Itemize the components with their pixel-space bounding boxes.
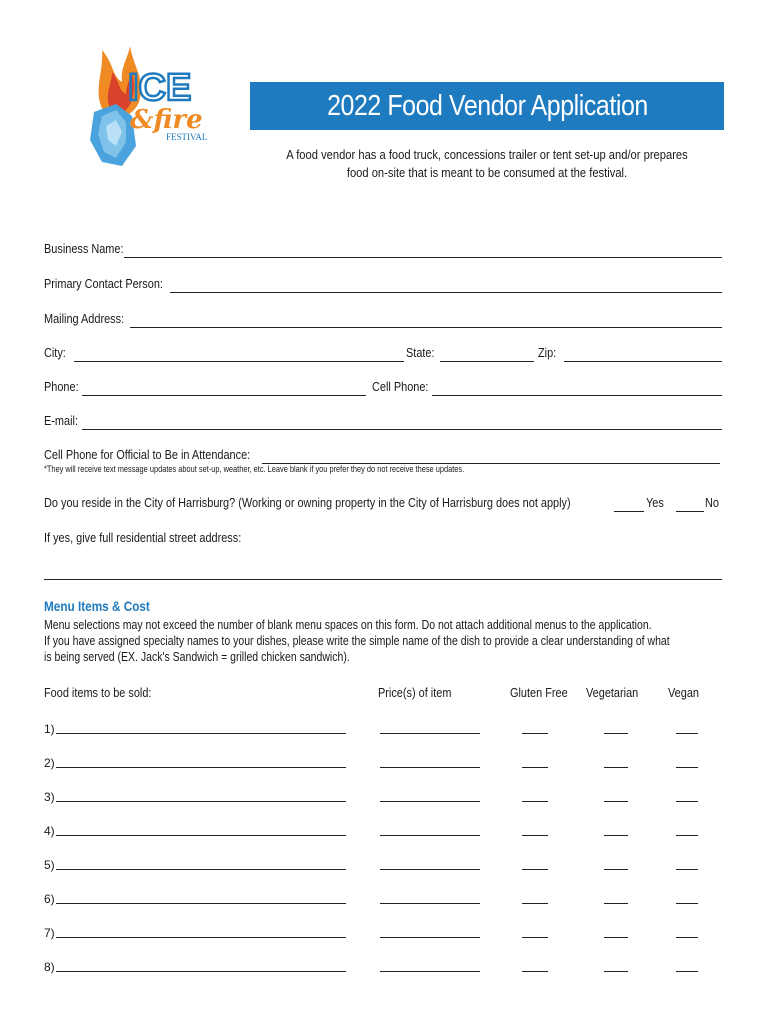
menu-item-vegetarian-field[interactable] xyxy=(604,722,628,734)
menu-item-vegetarian-field[interactable] xyxy=(604,892,628,904)
menu-item-gluten-free-field[interactable] xyxy=(522,722,548,734)
zip-row xyxy=(538,344,560,362)
address-prompt-label: If yes, give full residential street address: xyxy=(44,530,242,545)
menu-item-name-field[interactable] xyxy=(56,960,346,972)
residency-yes-blank[interactable] xyxy=(614,498,644,512)
menu-item-number: 3) xyxy=(44,790,55,804)
primary-contact-label: Primary Contact Person: xyxy=(44,276,163,291)
intro-text xyxy=(250,146,724,182)
phone-label: Phone: xyxy=(44,379,79,394)
state-field[interactable] xyxy=(440,348,534,362)
svg-text:FESTIVAL: FESTIVAL xyxy=(166,132,208,142)
mailing-address-label: Mailing Address: xyxy=(44,311,125,326)
email-field[interactable] xyxy=(82,416,722,430)
menu-item-gluten-free-field[interactable] xyxy=(522,790,548,802)
official-cell-field[interactable] xyxy=(262,450,720,464)
title-banner xyxy=(250,82,724,130)
business-name-label: Business Name: xyxy=(44,241,124,256)
menu-item-price-field[interactable] xyxy=(380,756,480,768)
menu-item-price-field[interactable] xyxy=(380,722,480,734)
intro-line-2: food on-site that is meant to be consumed at the festival. xyxy=(346,165,628,180)
menu-item-price-field[interactable] xyxy=(380,824,480,836)
menu-item-vegan-field[interactable] xyxy=(676,892,698,904)
city-row xyxy=(44,344,70,362)
menu-item-gluten-free-field[interactable] xyxy=(522,926,548,938)
business-name-field[interactable] xyxy=(124,244,722,258)
state-label: State: xyxy=(406,345,435,360)
menu-item-name-field[interactable] xyxy=(56,824,346,836)
menu-item-name-field[interactable] xyxy=(56,858,346,870)
residency-question: Do you reside in the City of Harrisburg? (Working or owning property in the City of Harrisburg does not apply) xyxy=(44,495,571,510)
cell-phone-row xyxy=(372,378,439,396)
menu-item-number: 2) xyxy=(44,756,55,770)
menu-item-name-field[interactable] xyxy=(56,722,346,734)
ice-and-fire-festival-logo xyxy=(82,42,222,172)
mailing-address-field[interactable] xyxy=(130,314,722,328)
menu-item-name-field[interactable] xyxy=(56,756,346,768)
zip-label: Zip: xyxy=(538,345,557,360)
menu-item-number: 8) xyxy=(44,960,55,974)
official-cell-note: *They will receive text message updates about set-up, weather, etc. Leave blank if you prefer they do not receive these updates. xyxy=(44,464,465,475)
menu-item-gluten-free-field[interactable] xyxy=(522,824,548,836)
menu-item-number: 4) xyxy=(44,824,55,838)
col-vegan: Vegan xyxy=(668,685,699,700)
residency-yes-row xyxy=(646,494,667,512)
city-label: City: xyxy=(44,345,66,360)
menu-item-vegetarian-field[interactable] xyxy=(604,960,628,972)
primary-contact-row xyxy=(44,275,186,293)
menu-item-number: 7) xyxy=(44,926,55,940)
primary-contact-field[interactable] xyxy=(170,279,722,293)
menu-item-vegan-field[interactable] xyxy=(676,756,698,768)
menu-item-name-field[interactable] xyxy=(56,790,346,802)
menu-instruction-1: Menu selections may not exceed the number of blank menu spaces on this form. Do not attach additional menus to the application. xyxy=(44,618,652,632)
col-vegetarian: Vegetarian xyxy=(586,685,639,700)
menu-item-vegetarian-field[interactable] xyxy=(604,926,628,938)
menu-item-vegetarian-field[interactable] xyxy=(604,790,628,802)
menu-instructions xyxy=(44,617,734,665)
menu-item-vegetarian-field[interactable] xyxy=(604,858,628,870)
menu-item-vegan-field[interactable] xyxy=(676,960,698,972)
menu-item-vegan-field[interactable] xyxy=(676,824,698,836)
menu-item-gluten-free-field[interactable] xyxy=(522,960,548,972)
menu-item-price-field[interactable] xyxy=(380,926,480,938)
state-row xyxy=(406,344,440,362)
residency-yes-label: Yes xyxy=(646,495,664,510)
col-price: Price(s) of item xyxy=(378,685,452,700)
page-title: 2022 Food Vendor Application xyxy=(326,89,648,122)
zip-field[interactable] xyxy=(564,348,722,362)
menu-item-name-field[interactable] xyxy=(56,926,346,938)
svg-text:&fire: &fire xyxy=(130,105,203,135)
menu-item-number: 1) xyxy=(44,722,55,736)
city-field[interactable] xyxy=(74,348,404,362)
residency-question-row xyxy=(44,494,671,512)
phone-field[interactable] xyxy=(82,382,366,396)
menu-item-price-field[interactable] xyxy=(380,858,480,870)
menu-instruction-2: If you have assigned specialty names to your dishes, please write the simple name of the dish to provide a clear understanding of what xyxy=(44,634,670,648)
official-cell-row xyxy=(44,446,289,464)
menu-item-gluten-free-field[interactable] xyxy=(522,858,548,870)
menu-item-number: 6) xyxy=(44,892,55,906)
menu-item-price-field[interactable] xyxy=(380,790,480,802)
cell-phone-field[interactable] xyxy=(432,382,722,396)
intro-line-1: A food vendor has a food truck, concessions trailer or tent set-up and/or prepares xyxy=(286,147,688,162)
menu-item-vegan-field[interactable] xyxy=(676,790,698,802)
menu-item-vegetarian-field[interactable] xyxy=(604,756,628,768)
email-label: E-mail: xyxy=(44,413,78,428)
menu-item-gluten-free-field[interactable] xyxy=(522,756,548,768)
menu-section-title: Menu Items & Cost xyxy=(44,598,150,614)
menu-item-vegan-field[interactable] xyxy=(676,858,698,870)
phone-row xyxy=(44,378,85,396)
address-prompt-row xyxy=(44,529,279,547)
festival-logo-image xyxy=(82,42,222,172)
residency-no-label: No xyxy=(705,495,719,510)
residential-address-field[interactable] xyxy=(44,566,722,580)
menu-item-vegan-field[interactable] xyxy=(676,722,698,734)
email-row xyxy=(44,412,84,430)
mailing-address-row xyxy=(44,310,139,328)
official-cell-label: Cell Phone for Official to Be in Attendance: xyxy=(44,447,251,462)
menu-item-number: 5) xyxy=(44,858,55,872)
menu-item-vegetarian-field[interactable] xyxy=(604,824,628,836)
menu-item-gluten-free-field[interactable] xyxy=(522,892,548,904)
svg-text:ICE: ICE xyxy=(128,67,192,109)
menu-item-price-field[interactable] xyxy=(380,892,480,904)
residency-no-blank[interactable] xyxy=(676,498,704,512)
menu-instruction-3: is being served (EX. Jack's Sandwich = grilled chicken sandwich). xyxy=(44,650,350,664)
cell-phone-label: Cell Phone: xyxy=(372,379,429,394)
menu-item-price-field[interactable] xyxy=(380,960,480,972)
menu-item-vegan-field[interactable] xyxy=(676,926,698,938)
menu-item-name-field[interactable] xyxy=(56,892,346,904)
col-gluten-free: Gluten Free xyxy=(510,685,568,700)
residency-no-row xyxy=(705,494,722,512)
col-food-items: Food items to be sold: xyxy=(44,685,152,700)
